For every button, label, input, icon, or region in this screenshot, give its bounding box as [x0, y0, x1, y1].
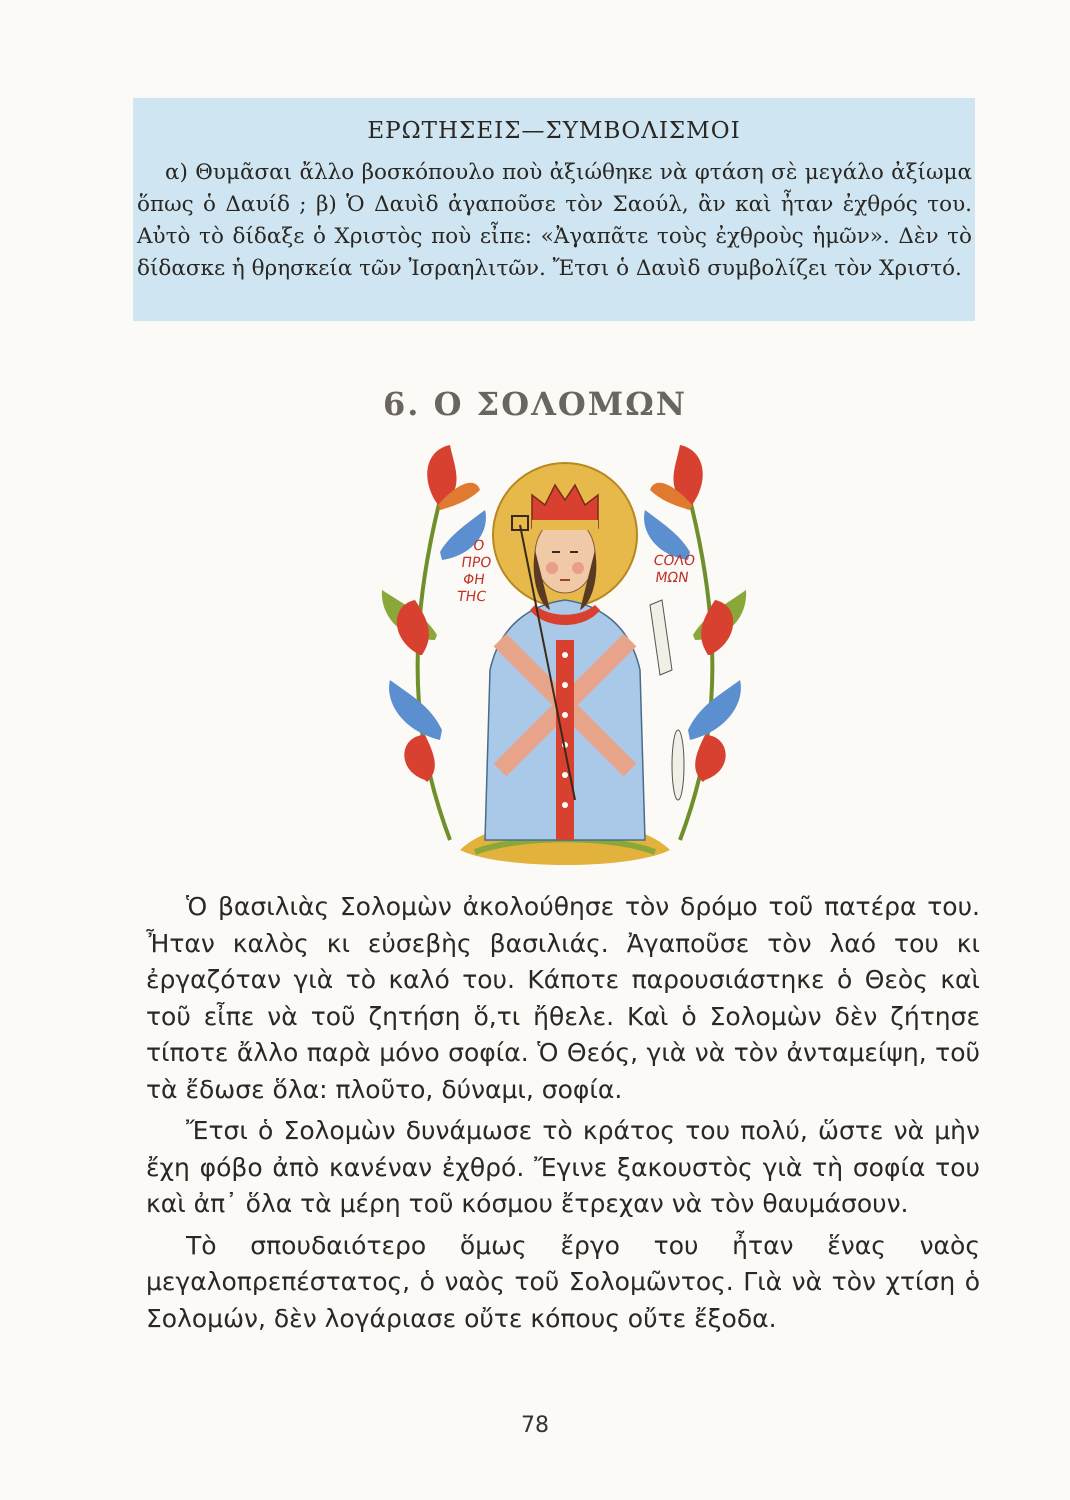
questions-text: [137, 157, 972, 285]
label-right-line: ΜΩΝ: [654, 570, 690, 586]
scroll: [650, 600, 672, 675]
questions-paragraph: α) Θυμᾶσαι ἄλλο βοσκόπουλο ποὺ ἀξιώθηκε νὰ φτάση σὲ μεγάλο ἀξίωμα ὅπως ὁ Δαυίδ ; β) Ὁ Δαυὶδ ἀγαποῦσε τὸν Σαούλ, ἂν καὶ ἦταν ἐχθρός του. Αὐτὸ τὸ δίδαξε ὁ Χριστὸς ποὺ εἶπε: «Ἀγαπᾶτε τοὺς ἐχθροὺς ἡμῶν». Δὲν τὸ δίδασκε ἡ θρησκεία τῶν Ἰσραηλιτῶν. Ἔτσι ὁ Δαυὶδ συμβολίζει τὸν Χριστό.: [137, 160, 972, 281]
body-text: [146, 889, 980, 1337]
label-left-line: ΦΗ: [461, 572, 486, 588]
questions-title: ΕΡΩΤΗΣΕΙΣ—ΣΥΜΒΟΛΙΣΜΟΙ: [367, 118, 741, 144]
chapter-title: 6. Ο ΣΟΛΟΜΩΝ: [383, 385, 687, 423]
label-left-line: ΠΡΟ: [460, 555, 493, 571]
body-paragraph: Τὸ σπουδαιότερο ὅμως ἔργο του ἦταν ἕνας ναὸς μεγαλοπρεπέστατος, ὁ ναὸς τοῦ Σολομῶντος. Γιὰ νὰ τὸν χτίση ὁ Σολομών, δὲν λογάριασε οὔτε κόπους οὔτε ἔξοδα.: [146, 1230, 980, 1333]
page-number: 78: [521, 1413, 549, 1438]
body-paragraph: Ἔτσι ὁ Σολομὼν δυνάμωσε τὸ κράτος του πολύ, ὥστε νὰ μὴν ἔχη φόβο ἀπὸ κανέναν ἐχθρό. Ἔγινε ξακουστὸς γιὰ τὴ σοφία του καὶ ἀπ᾽ ὅλα τὰ μέρη τοῦ κόσμου ἔτρεχαν νὰ τὸν θαυμάσουν.: [146, 1116, 980, 1218]
solomon-icon: [380, 440, 750, 880]
label-left-line: ΤΗC: [455, 589, 488, 605]
left-flower-plant: [382, 445, 486, 840]
label-right-line: COΛΟ: [652, 553, 697, 569]
body-paragraph: Ὁ βασιλιὰς Σολομὼν ἀκολούθησε τὸν δρόμο τοῦ πατέρα του. Ἦταν καλὸς κι εὐσεβὴς βασιλιάς. Ἀγαποῦσε τὸν λαό του κι ἐργαζόταν γιὰ τὸ καλό του. Κάποτε παρουσιάστηκε ὁ Θεὸς καὶ τοῦ εἶπε νὰ τοῦ ζητήση ὅ,τι ἤθελε. Καὶ ὁ Σολομὼν δὲν ζήτησε τίποτε ἄλλο παρὰ μόνο σοφία. Ὁ Θεός, γιὰ νὰ τὸν ἀνταμείψη, τοῦ τὰ ἔδωσε ὅλα: πλοῦτο, δύναμι, σοφία.: [146, 892, 980, 1104]
label-left-line: Ο: [472, 538, 486, 554]
icon-illustration: [380, 440, 750, 880]
icon-label-right: [646, 553, 701, 587]
